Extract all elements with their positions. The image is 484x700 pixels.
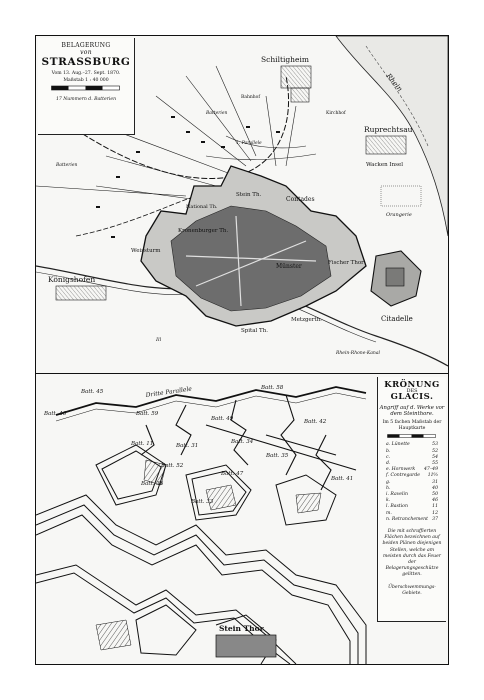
- siege-map-panel: [36, 36, 448, 374]
- title-line2: von: [80, 49, 92, 56]
- battery-label: Batt. 34: [231, 439, 254, 445]
- legend-note2: Überschwemmungs-Gebiete.: [388, 584, 436, 596]
- battery-label: Batt. 52: [161, 463, 184, 469]
- label-ill: Ill: [156, 337, 162, 343]
- label-stein-thor: Stein Thor: [219, 624, 264, 633]
- stein-thor-gate: [216, 635, 276, 657]
- legend-row-value: 12: [432, 510, 438, 516]
- legend-row-key: i. Ravelin: [386, 492, 408, 498]
- glacis-legend: [377, 377, 446, 622]
- title-scale: Maßstab 1 : 40 000: [63, 78, 109, 83]
- label-fischer-thor: Fischer Thor: [328, 260, 364, 266]
- legend-scale-note: Im 5 fachen Maßstab der Hauptkarte: [382, 420, 442, 432]
- label-contades: Contades: [286, 196, 315, 203]
- battery-label: Batt. 49: [211, 416, 234, 422]
- label-nationalth: National Th.: [186, 204, 218, 210]
- legend-row-key: a. Lünette: [386, 442, 410, 448]
- battery-label: Batt. 42: [304, 419, 327, 425]
- label-batterien: Batterien: [206, 111, 228, 116]
- label-rhein-rhone: Rhein-Rhone-Kanal: [336, 351, 380, 356]
- label-wacken: Wacken Insel: [366, 162, 403, 168]
- legend-row-key: m.: [386, 510, 392, 516]
- battery-label: Batt. 41: [331, 476, 354, 482]
- legend-row-key: c.: [386, 454, 391, 460]
- fortress-works: [36, 445, 366, 664]
- battery-label: Batt. 58: [261, 385, 284, 391]
- legend-row-value: 37: [432, 516, 438, 522]
- siege-title-cartouche: [38, 38, 135, 135]
- label-ruprechtsau: Ruprechtsau: [364, 125, 413, 134]
- label-dritte-parallele: Dritte Parallele: [145, 385, 193, 399]
- label-steinthor: Stein Th.: [236, 192, 262, 198]
- legend-row-value: 46: [432, 498, 438, 504]
- konigshofen-village: [56, 286, 106, 300]
- legend-row-key: g.: [386, 479, 391, 485]
- legend-row-value: 47–49: [424, 467, 438, 473]
- legend-row-key: b.: [386, 448, 391, 454]
- legend-row-key: d.: [386, 461, 391, 467]
- title-dates: Vom 13. Aug.–27. Sept. 1870.: [51, 71, 121, 76]
- label-parallele: 1. Parallele: [236, 141, 262, 146]
- label-konigshofen: Königshofen: [48, 275, 96, 284]
- battery-label: Batt. 33: [191, 499, 214, 505]
- map-sheet: [35, 35, 449, 665]
- battery-label: Batt. 35: [266, 453, 289, 459]
- legend-row-key: n. Retranchement: [386, 516, 428, 522]
- legend-row-value: 55: [432, 461, 438, 467]
- legend-row-value: 53: [432, 442, 438, 448]
- legend-row-value: 31: [432, 479, 438, 485]
- label-spitaltor: Spital Th.: [241, 328, 269, 334]
- legend-row-key: h.: [386, 485, 391, 491]
- legend-row-value: 40: [432, 485, 438, 491]
- battery-labels: [43, 385, 353, 505]
- battery-label: Batt. 59: [136, 411, 159, 417]
- battery-label: Batt. 11: [131, 441, 154, 447]
- legend-row-key: e. Hornwerk: [386, 467, 416, 473]
- label-metzgerthor: Metzgerth.: [291, 317, 322, 323]
- legend-title: KRÖNUNG: [384, 380, 440, 390]
- glacis-map-panel: [36, 375, 448, 664]
- label-weissturm: Weissturm: [131, 248, 161, 254]
- legend-row: [378, 517, 446, 523]
- ruprechtsau-village: [366, 136, 406, 154]
- legend-row-key: f. Contregarde: [386, 473, 420, 479]
- label-rhein: Rhein: [384, 72, 404, 94]
- title-line3: STRASSBURG: [41, 56, 131, 68]
- scale-bar: [51, 85, 121, 93]
- schiltigheim-village: [281, 66, 311, 102]
- label-munster: Münster: [276, 263, 302, 270]
- legend-title-sub: DES: [406, 388, 418, 395]
- title-scale-legend: 17 Nummern d. Batterien: [55, 97, 117, 102]
- battery-label: Batt. 45: [81, 389, 104, 395]
- label-kirchhof: Kirchhof: [326, 111, 346, 116]
- legend-row-value: 11⁰⁄₂: [427, 473, 438, 479]
- legend-row-value: 54: [432, 454, 438, 460]
- label-batterien2: Batterien: [56, 163, 78, 168]
- battery-label: Batt. 36: [141, 481, 164, 487]
- label-orangerie: Orangerie: [386, 212, 412, 218]
- legend-title2: GLACIS.: [390, 392, 434, 403]
- label-citadelle: Citadelle: [381, 315, 413, 323]
- legend-scale-bar: [387, 434, 437, 439]
- battery-label: Batt. 46: [44, 411, 67, 417]
- legend-row-key: l. Bastion: [386, 504, 408, 510]
- label-kronenburger: Kronenburger Th.: [178, 228, 229, 234]
- orangerie-park: [381, 186, 421, 206]
- legend-note1: Die mit schraffierten Flächen bezeichnen auf beiden Plänen diejenigen Stellen, welche am meisten durch das Feuer der Belagerungsgeschütze gelitten.: [382, 529, 442, 578]
- battery-label: Batt. 47: [221, 471, 244, 477]
- legend-row-value: 11: [432, 504, 438, 510]
- label-bahnhof: Bahnhof: [241, 95, 261, 100]
- title-line1: BELAGERUNG: [61, 42, 111, 49]
- legend-heading: Angriff auf d. Werke vor dem Steinthore.: [379, 404, 445, 417]
- legend-rows: [378, 442, 446, 523]
- legend-row-key: k.: [386, 498, 391, 504]
- battery-label: Batt. 31: [176, 443, 199, 449]
- legend-row-value: 52: [432, 448, 438, 454]
- legend-row-value: 50: [432, 492, 438, 498]
- label-schiltigheim: Schiltigheim: [261, 55, 309, 64]
